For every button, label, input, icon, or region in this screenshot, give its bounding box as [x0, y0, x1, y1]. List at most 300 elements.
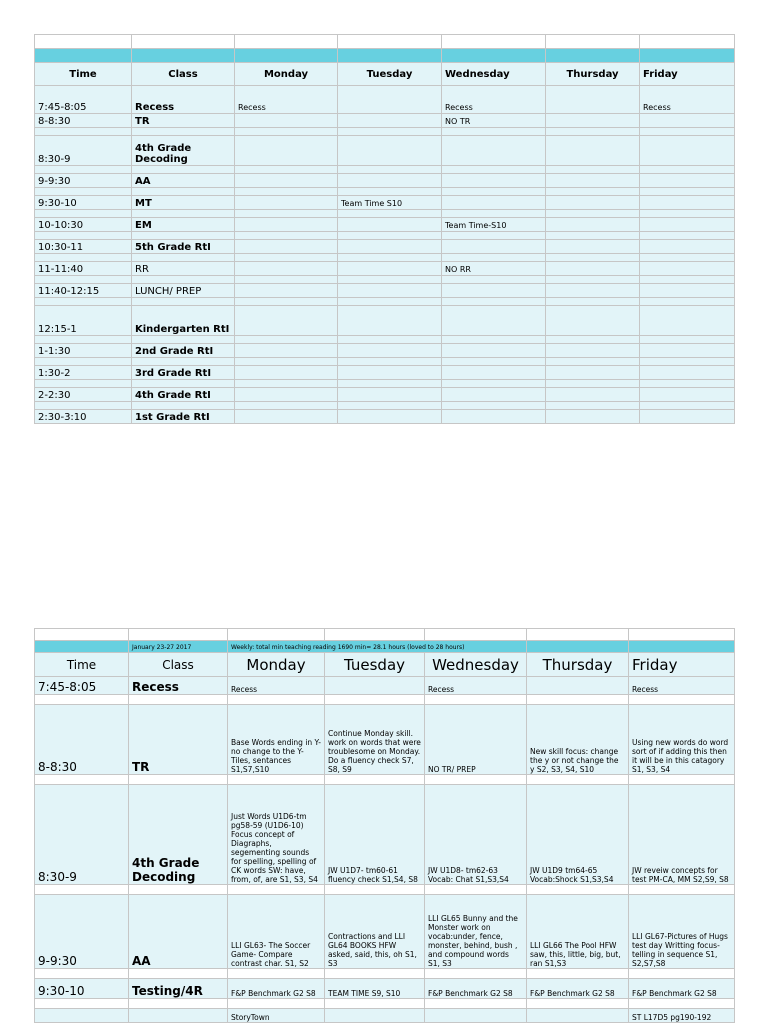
header-row [35, 653, 735, 677]
day-cell: New skill focus: change the y or not change the y S2, S3, S4, S10 [527, 705, 629, 775]
day-cell [338, 344, 442, 358]
empty-cell [235, 210, 338, 218]
empty-cell [546, 188, 640, 196]
spacer-row [35, 358, 735, 366]
day-cell: JW U1D8- tm62-63 Vocab: Chat S1,S3,S4 [425, 785, 527, 885]
empty-cell [325, 999, 425, 1009]
day-cell [640, 114, 735, 128]
empty-cell [235, 232, 338, 240]
time-cell: 8-8:30 [35, 705, 129, 775]
day-cell [546, 86, 640, 114]
time-cell: 9:30-10 [35, 196, 132, 210]
empty-cell [546, 49, 640, 63]
day-cell [235, 284, 338, 298]
time-cell: 11:40-12:15 [35, 284, 132, 298]
empty-cell [338, 336, 442, 344]
empty-cell [35, 336, 132, 344]
day-cell [640, 262, 735, 276]
empty-cell [129, 629, 228, 641]
empty-cell [338, 402, 442, 410]
day-cell: Team Time S10 [338, 196, 442, 210]
empty-cell [640, 336, 735, 344]
day-cell [546, 306, 640, 336]
day-cell: Recess [442, 86, 546, 114]
empty-cell [228, 999, 325, 1009]
day-cell [546, 262, 640, 276]
day-cell: Recess [228, 677, 325, 695]
spacer-row [35, 380, 735, 388]
column-header: Tuesday [338, 63, 442, 86]
day-cell: Just Words U1D6-tm pg58-59 (U1D6-10) Focus concept of Diagraphs, segementing sounds for spelling, spelling of CK words SW: have, from, of, are S1, S3, S4 [228, 785, 325, 885]
day-cell [546, 174, 640, 188]
time-cell: 9:30-10 [35, 979, 129, 999]
day-cell: JW U1D7- tm60-61 fluency check S1,S4, S8 [325, 785, 425, 885]
empty-cell [442, 358, 546, 366]
day-cell: NO RR [442, 262, 546, 276]
empty-cell [546, 402, 640, 410]
day-cell [338, 86, 442, 114]
time-cell: 1:30-2 [35, 366, 132, 380]
column-header: Time [35, 63, 132, 86]
banner-row [35, 641, 735, 653]
day-cell [546, 410, 640, 424]
empty-cell [35, 402, 132, 410]
day-cell [442, 366, 546, 380]
column-header: Monday [228, 653, 325, 677]
empty-cell [640, 358, 735, 366]
day-cell: Team Time-S10 [442, 218, 546, 232]
empty-cell [35, 298, 132, 306]
empty-cell [442, 232, 546, 240]
day-cell [527, 677, 629, 695]
day-cell [235, 114, 338, 128]
empty-cell [35, 276, 132, 284]
empty-cell [640, 210, 735, 218]
table-row [35, 136, 735, 166]
empty-cell [442, 254, 546, 262]
column-header: Monday [235, 63, 338, 86]
time-cell: 7:45-8:05 [35, 677, 129, 695]
day-cell [640, 344, 735, 358]
spacer-row [35, 35, 735, 49]
empty-cell [527, 695, 629, 705]
day-cell [325, 1009, 425, 1023]
day-cell [442, 196, 546, 210]
empty-cell [35, 999, 129, 1009]
empty-cell [129, 969, 228, 979]
day-cell: ST L17D5 pg190-192 [629, 1009, 735, 1023]
day-cell [640, 174, 735, 188]
time-cell: 10:30-11 [35, 240, 132, 254]
column-header: Time [35, 653, 129, 677]
empty-cell [442, 380, 546, 388]
day-cell: StoryTown [228, 1009, 325, 1023]
empty-cell [546, 380, 640, 388]
time-cell [35, 1009, 129, 1023]
empty-cell [338, 358, 442, 366]
class-cell: 4th Grade RtI [132, 388, 235, 402]
empty-cell [338, 166, 442, 174]
empty-cell [546, 298, 640, 306]
empty-cell [442, 188, 546, 196]
empty-cell [325, 695, 425, 705]
day-cell [338, 410, 442, 424]
day-cell [338, 114, 442, 128]
time-cell: 8:30-9 [35, 785, 129, 885]
schedule-table-1 [34, 34, 735, 424]
spacer-row [35, 188, 735, 196]
column-header: Friday [640, 63, 735, 86]
table-row [35, 114, 735, 128]
empty-cell [442, 336, 546, 344]
empty-cell [35, 188, 132, 196]
empty-cell [132, 49, 235, 63]
day-cell: LLI GL67-Pictures of Hugs test day Writting focus- telling in sequence S1, S2,S7,S8 [629, 895, 735, 969]
empty-cell [640, 35, 735, 49]
empty-cell [132, 358, 235, 366]
day-cell: JW reveiw concepts for test PM-CA, MM S2,S9, S8 [629, 785, 735, 885]
empty-cell [546, 128, 640, 136]
class-cell: TR [129, 705, 228, 775]
day-cell [640, 196, 735, 210]
week-date: January 23-27 2017 [129, 641, 228, 653]
empty-cell [129, 695, 228, 705]
empty-cell [629, 775, 735, 785]
empty-cell [425, 999, 527, 1009]
time-cell: 11-11:40 [35, 262, 132, 276]
time-cell: 2-2:30 [35, 388, 132, 402]
empty-cell [425, 695, 527, 705]
day-cell [640, 306, 735, 336]
spacer-row [35, 402, 735, 410]
class-cell: Recess [129, 677, 228, 695]
empty-cell [235, 188, 338, 196]
spacer-row [35, 49, 735, 63]
day-cell [338, 240, 442, 254]
spacer-row [35, 629, 735, 641]
day-cell [338, 174, 442, 188]
day-cell: F&P Benchmark G2 S8 [228, 979, 325, 999]
empty-cell [640, 188, 735, 196]
empty-cell [442, 402, 546, 410]
class-cell: 4th Grade Decoding [132, 136, 235, 166]
empty-cell [640, 128, 735, 136]
empty-cell [235, 358, 338, 366]
day-cell [640, 388, 735, 402]
class-cell: TR [132, 114, 235, 128]
day-cell: Continue Monday skill. work on words that were troublesome on Monday. Do a fluency check S7, S8, S9 [325, 705, 425, 775]
empty-cell [132, 35, 235, 49]
column-header: Wednesday [442, 63, 546, 86]
column-header: Thursday [527, 653, 629, 677]
empty-cell [640, 402, 735, 410]
day-cell [527, 1009, 629, 1023]
empty-cell [338, 49, 442, 63]
schedule-table-2 [34, 628, 735, 1023]
empty-cell [35, 380, 132, 388]
class-cell: RR [132, 262, 235, 276]
spacer-row [35, 775, 735, 785]
empty-cell [338, 254, 442, 262]
day-cell [442, 410, 546, 424]
day-cell [235, 344, 338, 358]
day-cell: Recess [235, 86, 338, 114]
empty-cell [35, 232, 132, 240]
day-cell [546, 284, 640, 298]
empty-cell [442, 298, 546, 306]
empty-cell [129, 775, 228, 785]
day-cell [338, 262, 442, 276]
empty-cell [546, 210, 640, 218]
class-cell: AA [129, 895, 228, 969]
day-cell: NO TR [442, 114, 546, 128]
empty-cell [629, 969, 735, 979]
empty-cell [629, 695, 735, 705]
empty-cell [338, 276, 442, 284]
empty-cell [338, 188, 442, 196]
empty-cell [35, 35, 132, 49]
empty-cell [527, 641, 629, 653]
empty-cell [338, 210, 442, 218]
day-cell: Using new words do word sort of if adding this then it will be in this catagory S1, S3, S4 [629, 705, 735, 775]
empty-cell [546, 254, 640, 262]
time-cell: 8:30-9 [35, 136, 132, 166]
empty-cell [629, 885, 735, 895]
column-header: Wednesday [425, 653, 527, 677]
day-cell: LLI GL66 The Pool HFW saw, this, little, big, but, ran S1,S3 [527, 895, 629, 969]
column-header: Thursday [546, 63, 640, 86]
day-cell [640, 410, 735, 424]
empty-cell [640, 49, 735, 63]
empty-cell [132, 380, 235, 388]
empty-cell [629, 641, 735, 653]
table-row [35, 262, 735, 276]
empty-cell [129, 885, 228, 895]
empty-cell [235, 254, 338, 262]
empty-cell [338, 298, 442, 306]
column-header: Class [129, 653, 228, 677]
day-cell [442, 240, 546, 254]
column-header: Class [132, 63, 235, 86]
empty-cell [640, 254, 735, 262]
empty-cell [442, 210, 546, 218]
day-cell [325, 677, 425, 695]
empty-cell [338, 35, 442, 49]
empty-cell [35, 775, 129, 785]
empty-cell [228, 629, 325, 641]
day-cell [640, 366, 735, 380]
table-row [35, 240, 735, 254]
empty-cell [629, 629, 735, 641]
class-cell: Recess [132, 86, 235, 114]
day-cell [546, 366, 640, 380]
table-row [35, 1009, 735, 1023]
spacer-row [35, 276, 735, 284]
empty-cell [640, 276, 735, 284]
day-cell [546, 388, 640, 402]
empty-cell [546, 35, 640, 49]
table-row [35, 410, 735, 424]
empty-cell [338, 232, 442, 240]
day-cell [546, 240, 640, 254]
empty-cell [35, 128, 132, 136]
spacer-row [35, 128, 735, 136]
time-cell: 9-9:30 [35, 895, 129, 969]
empty-cell [640, 232, 735, 240]
time-cell: 7:45-8:05 [35, 86, 132, 114]
time-cell: 12:15-1 [35, 306, 132, 336]
empty-cell [338, 380, 442, 388]
empty-cell [425, 885, 527, 895]
empty-cell [325, 885, 425, 895]
class-cell: LUNCH/ PREP [132, 284, 235, 298]
table-row [35, 677, 735, 695]
empty-cell [228, 885, 325, 895]
column-header: Friday [629, 653, 735, 677]
empty-cell [425, 969, 527, 979]
class-cell [129, 1009, 228, 1023]
day-cell: Contractions and LLI GL64 BOOKS HFW asked, said, this, oh S1, S3 [325, 895, 425, 969]
day-cell [338, 388, 442, 402]
day-cell [546, 114, 640, 128]
empty-cell [425, 775, 527, 785]
empty-cell [338, 128, 442, 136]
empty-cell [640, 166, 735, 174]
table-row [35, 705, 735, 775]
table-row [35, 306, 735, 336]
empty-cell [132, 128, 235, 136]
class-cell: 5th Grade RtI [132, 240, 235, 254]
header-row [35, 63, 735, 86]
day-cell [338, 136, 442, 166]
empty-cell [546, 358, 640, 366]
day-cell [640, 284, 735, 298]
empty-cell [527, 629, 629, 641]
day-cell [546, 218, 640, 232]
empty-cell [35, 166, 132, 174]
day-cell: F&P Benchmark G2 S8 [425, 979, 527, 999]
spacer-row [35, 336, 735, 344]
day-cell [442, 344, 546, 358]
empty-cell [640, 298, 735, 306]
empty-cell [442, 128, 546, 136]
table-row [35, 366, 735, 380]
empty-cell [235, 336, 338, 344]
day-cell [235, 262, 338, 276]
empty-cell [442, 49, 546, 63]
empty-cell [35, 885, 129, 895]
empty-cell [132, 298, 235, 306]
table-row [35, 218, 735, 232]
empty-cell [325, 775, 425, 785]
day-cell [235, 196, 338, 210]
empty-cell [35, 254, 132, 262]
class-cell: 2nd Grade RtI [132, 344, 235, 358]
empty-cell [546, 276, 640, 284]
day-cell [640, 218, 735, 232]
spacer-row [35, 232, 735, 240]
empty-cell [235, 35, 338, 49]
day-cell [546, 136, 640, 166]
empty-cell [235, 128, 338, 136]
empty-cell [442, 276, 546, 284]
day-cell [235, 306, 338, 336]
empty-cell [132, 402, 235, 410]
empty-cell [442, 35, 546, 49]
empty-cell [235, 402, 338, 410]
class-cell: 3rd Grade RtI [132, 366, 235, 380]
day-cell: JW U1D9 tm64-65 Vocab:Shock S1,S3,S4 [527, 785, 629, 885]
empty-cell [132, 336, 235, 344]
spacer-row [35, 999, 735, 1009]
time-cell: 8-8:30 [35, 114, 132, 128]
empty-cell [442, 166, 546, 174]
day-cell [442, 174, 546, 188]
empty-cell [228, 775, 325, 785]
day-cell: F&P Benchmark G2 S8 [527, 979, 629, 999]
day-cell [235, 218, 338, 232]
empty-cell [35, 210, 132, 218]
class-cell: Testing/4R [129, 979, 228, 999]
empty-cell [132, 276, 235, 284]
empty-cell [235, 298, 338, 306]
day-cell [546, 196, 640, 210]
empty-cell [325, 969, 425, 979]
empty-cell [235, 276, 338, 284]
weekly-total-note: Weekly: total min teaching reading 1690 min= 28.1 hours (loved to 28 hours) [228, 641, 527, 653]
empty-cell [235, 380, 338, 388]
spacer-row [35, 254, 735, 262]
table-row [35, 388, 735, 402]
spacer-row [35, 885, 735, 895]
day-cell [235, 136, 338, 166]
empty-cell [35, 629, 129, 641]
time-cell: 9-9:30 [35, 174, 132, 188]
empty-cell [629, 999, 735, 1009]
empty-cell [228, 695, 325, 705]
empty-cell [640, 380, 735, 388]
class-cell: EM [132, 218, 235, 232]
day-cell [442, 284, 546, 298]
day-cell: NO TR/ PREP [425, 705, 527, 775]
day-cell [235, 174, 338, 188]
empty-cell [527, 885, 629, 895]
day-cell [546, 344, 640, 358]
empty-cell [35, 641, 129, 653]
spacer-row [35, 969, 735, 979]
table-row [35, 895, 735, 969]
table-row [35, 284, 735, 298]
empty-cell [235, 166, 338, 174]
day-cell [338, 284, 442, 298]
empty-cell [228, 969, 325, 979]
empty-cell [132, 188, 235, 196]
empty-cell [35, 695, 129, 705]
empty-cell [132, 254, 235, 262]
day-cell: TEAM TIME S9, S10 [325, 979, 425, 999]
time-cell: 2:30-3:10 [35, 410, 132, 424]
empty-cell [546, 166, 640, 174]
empty-cell [132, 232, 235, 240]
table-row [35, 785, 735, 885]
time-cell: 1-1:30 [35, 344, 132, 358]
empty-cell [132, 166, 235, 174]
empty-cell [546, 336, 640, 344]
day-cell: LLI GL63- The Soccer Game- Compare contrast char. S1, S2 [228, 895, 325, 969]
day-cell: Recess [640, 86, 735, 114]
spacer-row [35, 298, 735, 306]
empty-cell [425, 629, 527, 641]
